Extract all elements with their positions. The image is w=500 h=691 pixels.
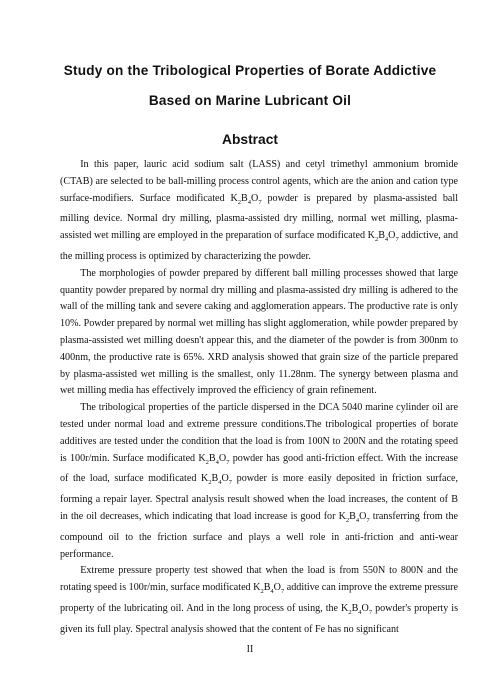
chemical-formula [367,230,399,244]
formula-subscript: 2 [208,479,212,487]
paragraph-text: The tribological properties of the particle dispersed in the DCA 5040 marine cylinder oil are tested under normal load and extreme pressure conditions.The tribological properties of borate additives are tested under the condition that the load is from 100N to 200N and the rotating speed is 100r/min. Surface modificated [60,402,458,464]
chemical-formula [253,582,285,596]
paragraph-text: The morphologies of powder prepared by different ball milling processes showed that large quantity powder prepared by normal dry milling and plasma-assisted dry milling is adhered to the wall of the milling tank and severe caking and agglomeration appears. The productive rate is only 10%. Powder prepared by normal wet milling has slight agglomeration, while powder prepared by plasma-assisted wet milling doesn't appear this, and the diameter of the powder is from 300nm to 400nm, the productive rate is 65%. XRD analysis showed that grain size of the particle prepared by plasma-assisted wet milling is the smallest, only 11.28nm. The synergy between plasma and wet milling media has effectively improved the efficiency of grain refinement. [60,267,458,397]
formula-subscript: 2 [374,236,379,244]
formula-subscript: 7 [226,458,230,466]
formula-subscript: 4 [270,588,274,596]
paragraph-text: powder's property is given its full play. Spectral analysis showed that the content of Fe has no significant [60,603,458,635]
formula-subscript: 4 [358,609,362,617]
formula-subscript: 4 [384,236,389,244]
paragraph-text: addictive, and the milling process is optimized by characterizing the powder. [60,230,458,263]
formula-element: O [388,230,396,242]
formula-element: K [367,230,375,242]
paragraph-text: additive can improve the extreme pressure property of the lubricating oil. And in the long process of using, the [60,582,458,615]
abstract-paragraph [60,400,458,563]
paragraph-text: In this paper, lauric acid sodium salt (LASS) and cetyl trimethyl ammonium bromide (CTAB) are selected to be ball-milling process control agents, which are the anion and cation type surface-modifiers. Surface modificated [60,159,458,204]
chemical-formula [200,473,233,487]
formula-element: O [251,192,259,204]
formula-subscript: 7 [280,588,285,596]
formula-subscript: 4 [247,198,252,206]
abstract-body [60,157,458,639]
page-number: II [246,644,254,655]
formula-subscript: 2 [260,588,264,596]
formula-element: B [263,582,271,594]
formula-subscript: 2 [345,517,350,525]
formula-subscript: 7 [258,198,262,206]
formula-subscript: 7 [368,609,373,617]
formula-element: B [351,603,359,615]
formula-subscript: 7 [366,517,370,525]
formula-subscript: 7 [395,236,399,244]
formula-element: B [349,511,356,522]
formula-subscript: 4 [215,458,219,466]
formula-element: B [241,192,248,204]
paragraph-text: transferring from the compound oil to the friction surface and plays a well role in anti-friction and anti-wear performance. [60,511,459,560]
abstract-paragraph [60,157,458,266]
formula-element: K [338,511,346,522]
paragraph-text: powder is prepared by plasma-assisted ball milling device. Normal dry milling, plasma-assisted dry milling, normal wet milling, plasma-assisted wet milling are employed in the preparation of surface modificated [60,192,458,242]
formula-element: O [221,473,229,485]
paragraph-text: powder has good anti-friction effect. With the increase of the load, surface modificated [60,452,459,485]
formula-subscript: 2 [237,198,242,206]
chemical-formula [231,193,262,204]
abstract-paragraph [60,563,458,638]
formula-element: O [273,582,281,594]
formula-subscript: 2 [348,609,352,617]
formula-subscript: 4 [355,517,360,525]
formula-element: K [198,452,206,464]
formula-subscript: 4 [218,479,222,487]
formula-subscript: 7 [228,479,233,487]
title-line-1: Study on the Tribological Properties of Borate Addictive [63,63,437,78]
title-line-2: Based on Marine Lubricant Oil [148,93,352,108]
formula-element: B [378,230,385,242]
formula-element: K [230,192,238,204]
formula-element: K [253,582,261,594]
formula-subscript: 2 [205,458,209,466]
formula-element: O [361,603,369,615]
abstract-paragraph [60,266,458,400]
formula-element: K [341,603,349,615]
formula-element: B [208,452,216,464]
formula-element: O [359,511,367,522]
chemical-formula [341,603,373,617]
formula-element: O [218,452,227,464]
formula-element: K [200,473,209,485]
chemical-formula [338,511,370,525]
paragraph-text: Extreme pressure property test showed that when the load is from 550N to 800N and the rotating speed is 100r/min, surface modificated [60,565,458,594]
formula-element: B [211,473,219,485]
paragraph-text: powder is more easily deposited in friction surface, forming a repair layer. Spectral analysis result showed when the load increases, the content of B in the oil decreases, which indicating that load increase is good for [60,473,458,522]
chemical-formula [198,453,229,464]
abstract-heading: Abstract [222,132,278,147]
